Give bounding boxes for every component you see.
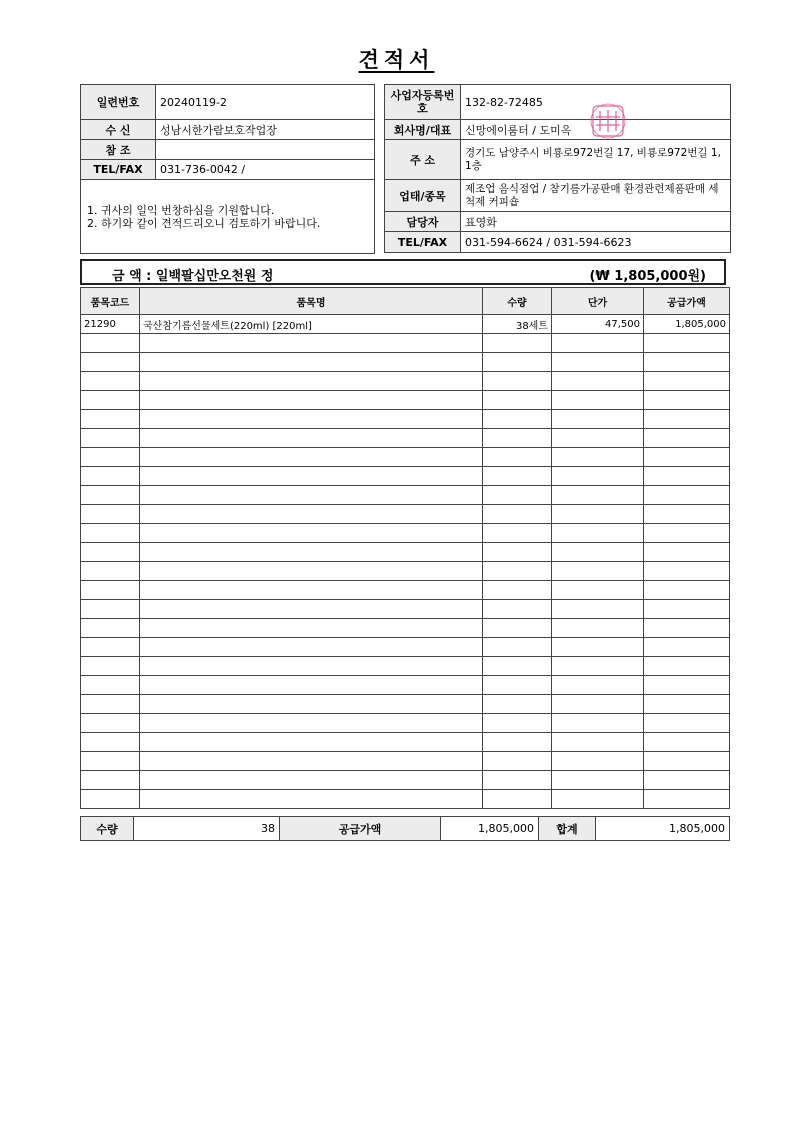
table-cell bbox=[81, 524, 140, 543]
table-cell bbox=[140, 752, 483, 771]
greeting-line-2: 2. 하기와 같이 견적드리오니 검토하기 바랍니다. bbox=[87, 216, 321, 230]
table-cell bbox=[552, 429, 644, 448]
table-cell bbox=[483, 391, 552, 410]
business: 제조업 음식점업 / 참기름가공판매 환경관련제품판매 세척제 커피숍 bbox=[461, 180, 731, 212]
table-cell bbox=[552, 562, 644, 581]
table-cell bbox=[644, 448, 730, 467]
table-cell bbox=[483, 790, 552, 809]
table-cell bbox=[483, 410, 552, 429]
table-cell bbox=[644, 372, 730, 391]
table-cell bbox=[644, 638, 730, 657]
table-cell bbox=[81, 429, 140, 448]
table-cell bbox=[140, 467, 483, 486]
table-row bbox=[81, 657, 730, 676]
table-row bbox=[81, 429, 730, 448]
table-cell bbox=[483, 619, 552, 638]
table-row bbox=[81, 467, 730, 486]
recipient-info-table bbox=[80, 84, 375, 254]
seal-stamp-icon bbox=[588, 101, 628, 141]
table-cell bbox=[81, 695, 140, 714]
table-cell bbox=[644, 391, 730, 410]
table-cell bbox=[81, 657, 140, 676]
table-cell bbox=[552, 467, 644, 486]
table-row bbox=[81, 543, 730, 562]
table-cell bbox=[81, 448, 140, 467]
table-row bbox=[81, 448, 730, 467]
table-cell bbox=[81, 771, 140, 790]
table-cell bbox=[140, 581, 483, 600]
table-cell bbox=[81, 752, 140, 771]
table-row bbox=[81, 410, 730, 429]
table-cell bbox=[483, 353, 552, 372]
table-cell bbox=[644, 581, 730, 600]
table-cell bbox=[644, 676, 730, 695]
table-cell bbox=[81, 714, 140, 733]
table-cell bbox=[483, 334, 552, 353]
table-cell bbox=[140, 334, 483, 353]
table-cell bbox=[140, 391, 483, 410]
table-cell bbox=[483, 467, 552, 486]
table-cell bbox=[644, 619, 730, 638]
table-cell bbox=[644, 486, 730, 505]
table-cell: 1,805,000 bbox=[644, 315, 730, 334]
table-cell bbox=[644, 695, 730, 714]
doc-no-label: 일련번호 bbox=[81, 85, 156, 120]
table-cell: 38세트 bbox=[483, 315, 552, 334]
table-cell: 국산참기름선물세트(220ml) [220ml] bbox=[140, 315, 483, 334]
table-cell bbox=[140, 638, 483, 657]
column-header: 공급가액 bbox=[644, 288, 730, 315]
table-cell bbox=[483, 524, 552, 543]
table-cell bbox=[140, 695, 483, 714]
table-row bbox=[81, 353, 730, 372]
table-cell bbox=[140, 619, 483, 638]
table-cell bbox=[140, 372, 483, 391]
table-cell bbox=[552, 638, 644, 657]
table-cell bbox=[140, 486, 483, 505]
table-cell bbox=[140, 733, 483, 752]
column-header: 품목명 bbox=[140, 288, 483, 315]
table-cell bbox=[81, 790, 140, 809]
table-row bbox=[81, 733, 730, 752]
table-cell bbox=[483, 448, 552, 467]
table-cell bbox=[552, 752, 644, 771]
table-cell bbox=[552, 695, 644, 714]
table-cell bbox=[140, 524, 483, 543]
table-cell bbox=[81, 486, 140, 505]
table-cell bbox=[483, 486, 552, 505]
table-cell bbox=[644, 562, 730, 581]
company-label: 회사명/대표 bbox=[385, 120, 461, 140]
amount-value: (₩ 1,805,000원) bbox=[589, 269, 706, 284]
table-row bbox=[81, 752, 730, 771]
greeting-line-1: 1. 귀사의 일익 번창하심을 기원합니다. bbox=[87, 203, 275, 217]
table-cell bbox=[552, 733, 644, 752]
table-cell bbox=[644, 771, 730, 790]
table-row bbox=[81, 562, 730, 581]
table-cell bbox=[483, 638, 552, 657]
table-cell: 47,500 bbox=[552, 315, 644, 334]
table-cell bbox=[81, 467, 140, 486]
table-cell bbox=[81, 733, 140, 752]
summary-supply: 1,805,000 bbox=[441, 817, 539, 841]
address-label: 주 소 bbox=[385, 140, 461, 180]
table-cell bbox=[483, 581, 552, 600]
table-cell bbox=[552, 410, 644, 429]
table-cell bbox=[552, 505, 644, 524]
table-cell bbox=[552, 619, 644, 638]
left-telfax: 031-736-0042 / bbox=[156, 160, 375, 180]
table-cell bbox=[552, 600, 644, 619]
table-cell bbox=[644, 714, 730, 733]
ref bbox=[156, 140, 375, 160]
table-row bbox=[81, 695, 730, 714]
table-cell bbox=[644, 334, 730, 353]
table-cell bbox=[552, 353, 644, 372]
table-cell bbox=[140, 429, 483, 448]
table-cell bbox=[644, 353, 730, 372]
table-cell bbox=[483, 372, 552, 391]
table-cell bbox=[483, 771, 552, 790]
table-cell bbox=[644, 657, 730, 676]
table-cell bbox=[552, 714, 644, 733]
summary-total-label: 합계 bbox=[539, 817, 596, 841]
business-label: 업태/종목 bbox=[385, 180, 461, 212]
right-telfax-label: TEL/FAX bbox=[385, 232, 461, 253]
greeting-message bbox=[81, 180, 375, 254]
table-cell bbox=[644, 505, 730, 524]
manager: 표영화 bbox=[461, 212, 731, 232]
table-cell bbox=[644, 733, 730, 752]
company: 신망에이룸터 / 도미옥 bbox=[461, 120, 731, 140]
table-cell bbox=[644, 524, 730, 543]
table-cell bbox=[552, 581, 644, 600]
table-cell bbox=[81, 372, 140, 391]
table-cell bbox=[552, 790, 644, 809]
table-cell bbox=[140, 771, 483, 790]
table-cell bbox=[483, 657, 552, 676]
table-cell bbox=[483, 543, 552, 562]
table-row bbox=[81, 391, 730, 410]
table-cell bbox=[483, 676, 552, 695]
table-cell: 21290 bbox=[81, 315, 140, 334]
supplier-info-table bbox=[384, 84, 731, 253]
table-cell bbox=[81, 505, 140, 524]
table-cell bbox=[81, 562, 140, 581]
table-cell bbox=[140, 676, 483, 695]
table-cell bbox=[81, 581, 140, 600]
table-cell bbox=[140, 353, 483, 372]
column-header: 단가 bbox=[552, 288, 644, 315]
table-row bbox=[81, 486, 730, 505]
table-row bbox=[81, 315, 730, 334]
table-row bbox=[81, 714, 730, 733]
table-row bbox=[81, 600, 730, 619]
ref-label: 참 조 bbox=[81, 140, 156, 160]
recipient-label: 수 신 bbox=[81, 120, 156, 140]
summary-total: 1,805,000 bbox=[596, 817, 730, 841]
table-cell bbox=[140, 600, 483, 619]
table-cell bbox=[552, 543, 644, 562]
summary-qty-label: 수량 bbox=[81, 817, 134, 841]
table-cell bbox=[552, 391, 644, 410]
address: 경기도 남양주시 비룡로972번길 17, 비룡로972번길 1, 1층 bbox=[461, 140, 731, 180]
table-cell bbox=[81, 410, 140, 429]
table-row bbox=[81, 790, 730, 809]
table-row bbox=[81, 619, 730, 638]
table-row bbox=[81, 372, 730, 391]
items-header-row bbox=[81, 288, 730, 315]
table-cell bbox=[140, 714, 483, 733]
table-cell bbox=[140, 505, 483, 524]
table-cell bbox=[483, 505, 552, 524]
column-header: 수량 bbox=[483, 288, 552, 315]
table-row bbox=[81, 505, 730, 524]
table-cell bbox=[644, 790, 730, 809]
left-telfax-label: TEL/FAX bbox=[81, 160, 156, 180]
table-cell bbox=[81, 391, 140, 410]
amount-box bbox=[80, 259, 726, 285]
table-cell bbox=[140, 410, 483, 429]
items-table bbox=[80, 287, 730, 809]
table-cell bbox=[644, 543, 730, 562]
table-cell bbox=[483, 714, 552, 733]
table-cell bbox=[483, 752, 552, 771]
table-row bbox=[81, 334, 730, 353]
table-cell bbox=[81, 638, 140, 657]
summary-qty: 38 bbox=[134, 817, 280, 841]
summary-table bbox=[80, 816, 730, 841]
doc-no: 20240119-2 bbox=[156, 85, 375, 120]
biz-no-label: 사업자등록번호 bbox=[385, 85, 461, 120]
table-cell bbox=[552, 486, 644, 505]
table-row bbox=[81, 524, 730, 543]
table-cell bbox=[552, 372, 644, 391]
table-cell bbox=[552, 657, 644, 676]
table-cell bbox=[644, 429, 730, 448]
table-cell bbox=[552, 524, 644, 543]
table-cell bbox=[81, 600, 140, 619]
table-cell bbox=[552, 334, 644, 353]
table-cell bbox=[483, 733, 552, 752]
table-cell bbox=[644, 600, 730, 619]
table-cell bbox=[483, 695, 552, 714]
table-cell bbox=[140, 562, 483, 581]
table-row bbox=[81, 676, 730, 695]
table-cell bbox=[140, 543, 483, 562]
table-row bbox=[81, 638, 730, 657]
recipient: 성남시한가람보호작업장 bbox=[156, 120, 375, 140]
table-cell bbox=[81, 334, 140, 353]
table-cell bbox=[81, 543, 140, 562]
table-cell bbox=[644, 752, 730, 771]
table-cell bbox=[81, 676, 140, 695]
amount-label: 금 액 : 일백팔십만오천원 정 bbox=[112, 269, 274, 284]
column-header: 품목코드 bbox=[81, 288, 140, 315]
manager-label: 담당자 bbox=[385, 212, 461, 232]
biz-no: 132-82-72485 bbox=[461, 85, 731, 120]
table-cell bbox=[81, 353, 140, 372]
table-cell bbox=[552, 676, 644, 695]
table-cell bbox=[483, 429, 552, 448]
right-telfax: 031-594-6624 / 031-594-6623 bbox=[461, 232, 731, 253]
table-cell bbox=[140, 448, 483, 467]
table-cell bbox=[552, 448, 644, 467]
table-cell bbox=[81, 619, 140, 638]
table-cell bbox=[644, 410, 730, 429]
summary-supply-label: 공급가액 bbox=[280, 817, 441, 841]
table-row bbox=[81, 771, 730, 790]
table-cell bbox=[644, 467, 730, 486]
page-title: 견적서 bbox=[358, 48, 435, 72]
table-cell bbox=[140, 790, 483, 809]
table-cell bbox=[552, 771, 644, 790]
table-cell bbox=[140, 657, 483, 676]
table-row bbox=[81, 581, 730, 600]
table-cell bbox=[483, 562, 552, 581]
table-cell bbox=[483, 600, 552, 619]
